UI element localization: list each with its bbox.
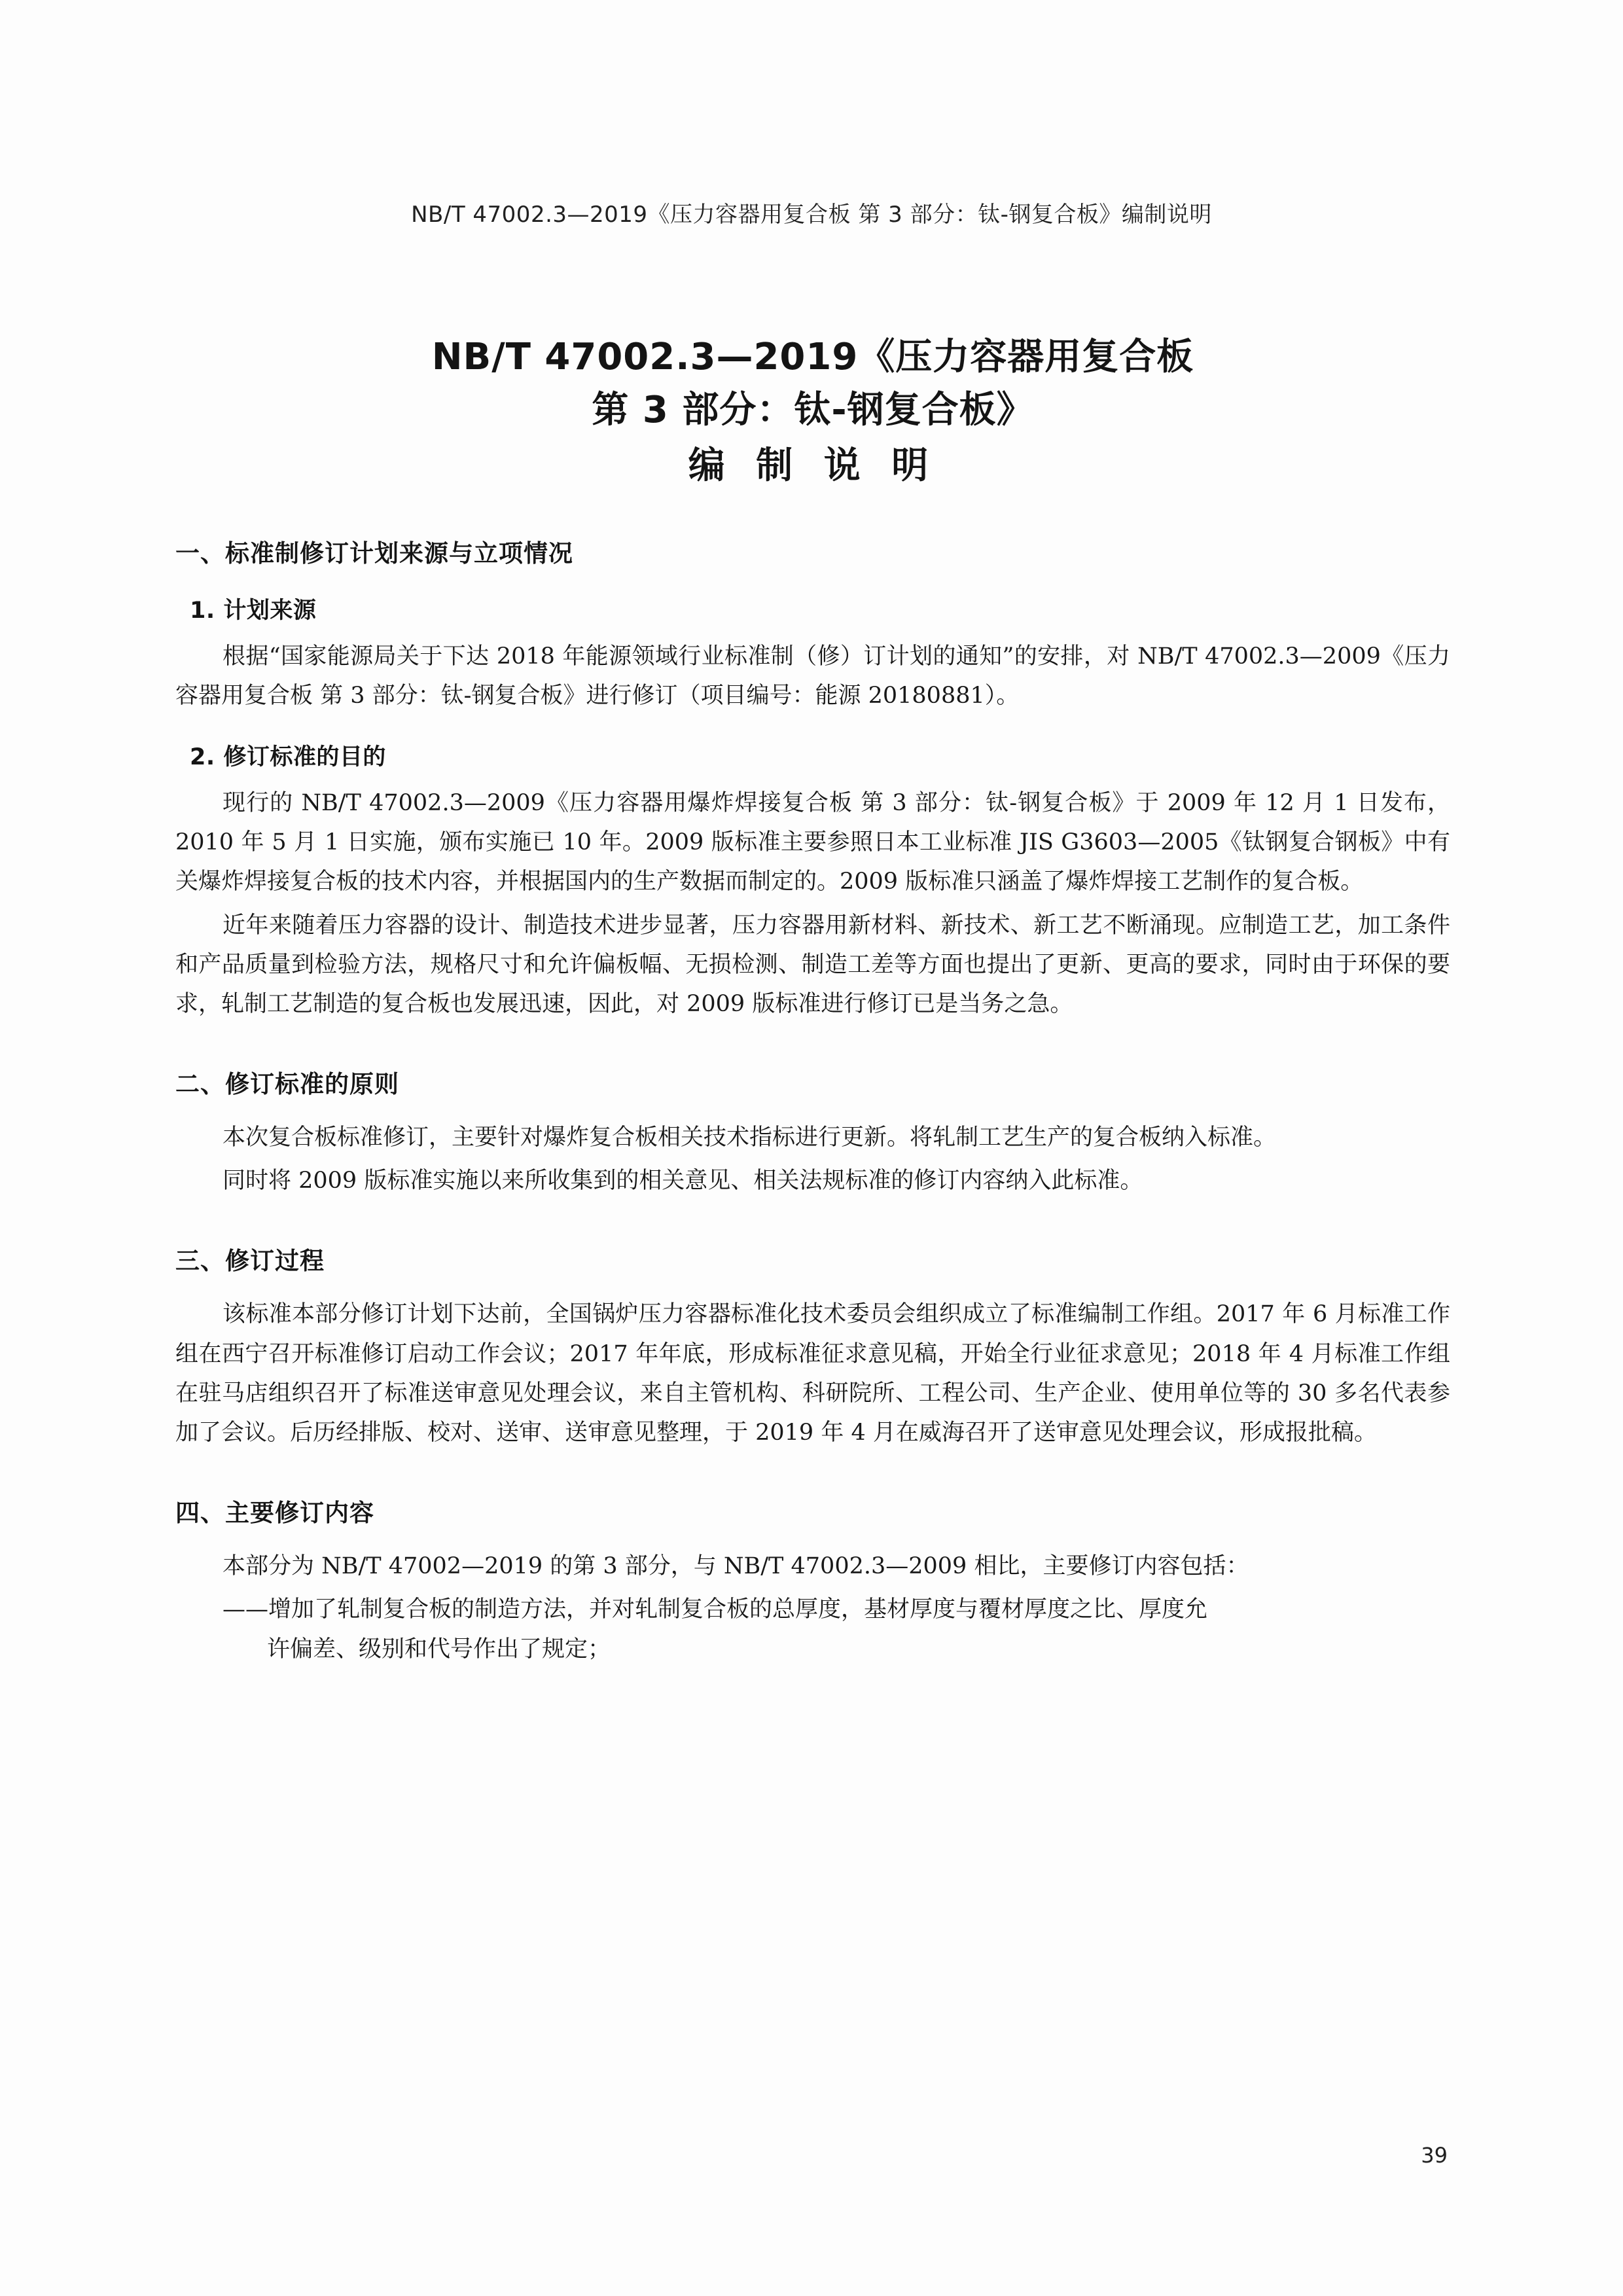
paragraph-1-2-1: 现行的 NB/T 47002.3—2009《压力容器用爆炸焊接复合板 第 3 部分：钛-钢复合板》于 2009 年 12 月 1 日发布，2010 年 5 月 1 日实施，颁布实施已 10 年。2009 版标准主要参照日本工业标准 JIS G3603—2005《钛钢复合钢板》中有关爆炸焊接复合板的技术内容，并根据国内的生产数据而制定的。2009 版标准只涵盖了爆炸焊接工艺制作的复合板。 (175, 789, 1450, 895)
page-number: 39 (1421, 2143, 1448, 2168)
running-header: NB/T 47002.3—2019《压力容器用复合板 第 3 部分：钛-钢复合板》编制说明 (411, 202, 1212, 228)
title-line-2: 第 3 部分：钛-钢复合板》 (592, 389, 1034, 432)
paragraph-2-1: 本次复合板标准修订，主要针对爆炸复合板相关技术指标进行更新。将轧制工艺生产的复合板纳入标准。 (223, 1124, 1277, 1151)
section-heading-4: 四、主要修订内容 (175, 1499, 374, 1528)
paragraph-3-1: 该标准本部分修订计划下达前，全国锅炉压力容器标准化技术委员会组织成立了标准编制工作组。2017 年 6 月标准工作组在西宁召开标准修订启动工作会议；2017 年年底，形成标准征求意见稿，开始全行业征求意见；2018 年 4 月标准工作组在驻马店组织召开了标准送审意见处理会议，来自主管机构、科研院所、工程公司、生产企业、使用单位等的 30 多名代表参加了会议。后历经排版、校对、送审、送审意见整理，于 2019 年 4 月在威海召开了送审意见处理会议，形成报批稿。 (175, 1301, 1450, 1446)
paragraph-1-2-2: 近年来随着压力容器的设计、制造技术进步显著，压力容器用新材料、新技术、新工艺不断涌现。应制造工艺，加工条件和产品质量到检验方法，规格尺寸和允许偏板幅、无损检测、制造工差等方面也提出了更新、更高的要求，同时由于环保的要求，轧制工艺制造的复合板也发展迅速，因此，对 2009 版标准进行修订已是当务之急。 (175, 912, 1450, 1017)
section-heading-2: 二、修订标准的原则 (175, 1070, 399, 1099)
list-item-continuation: 许偏差、级别和代号作出了规定； (267, 1636, 611, 1662)
section-heading-3: 三、修订过程 (175, 1247, 325, 1276)
paragraph-2-2: 同时将 2009 版标准实施以来所收集到的相关意见、相关法规标准的修订内容纳入此标准。 (223, 1168, 1143, 1194)
title-line-1: NB/T 47002.3—2019《压力容器用复合板 (431, 336, 1194, 378)
list-item: ——增加了轧制复合板的制造方法，并对轧制复合板的总厚度，基材厚度与覆材厚度之比、厚度允 (223, 1596, 1208, 1623)
section-heading-1: 一、标准制修订计划来源与立项情况 (175, 539, 573, 567)
title-line-3: 编 制 说 明 (688, 444, 938, 488)
document-body (175, 331, 1450, 1669)
paragraph-1-1-1: 根据“国家能源局关于下达 2018 年能源领域行业标准制（修）订计划的通知”的安排，对 NB/T 47002.3—2009《压力容器用复合板 第 3 部分：钛-钢复合板》进行修订（项目编号：能源 20180881）。 (175, 643, 1450, 709)
subsection-heading-1-1: 1. 计划来源 (190, 597, 317, 624)
subsection-heading-1-2: 2. 修订标准的目的 (190, 744, 386, 770)
paragraph-4-1: 本部分为 NB/T 47002—2019 的第 3 部分，与 NB/T 47002.3—2009 相比，主要修订内容包括： (223, 1553, 1249, 1580)
page-title (175, 331, 1450, 493)
